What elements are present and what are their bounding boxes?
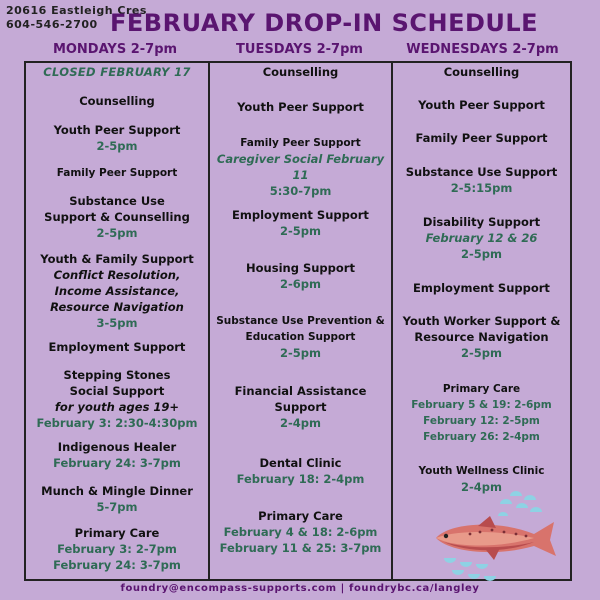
tuesday-substance-use-prevention: Substance Use Prevention & Education Support 2-5pm (216, 315, 385, 360)
salmon-illustration (430, 490, 565, 585)
tuesday-counselling: Counselling (262, 65, 339, 79)
wednesday-counselling: Counselling (443, 65, 520, 79)
monday-youth-peer-support: Youth Peer Support 2-5pm (53, 123, 181, 153)
salmon-icon (430, 490, 565, 585)
footer-contact: foundry@encompass-supports.com | foundrybc.ca/langley (120, 583, 480, 594)
monday-closed-notice: CLOSED FEBRUARY 17 (43, 65, 191, 79)
wednesday-primary-care: Primary Care February 5 & 19: 2-6pm February 12: 2-5pm February 26: 2-4pm (411, 383, 552, 443)
monday-youth-family-support: Youth & Family Support Conflict Resolution, Income Assistance, Resource Navigation 3-5pm (40, 252, 194, 330)
wednesday-youth-peer-support: Youth Peer Support (418, 98, 545, 112)
monday-counselling: Counselling (79, 94, 155, 108)
column-heading-monday: MONDAYS 2-7pm (52, 42, 178, 57)
monday-indigenous-healer: Indigenous Healer February 24: 3-7pm (53, 440, 181, 470)
tuesday-family-peer-support: Family Peer Support Caregiver Social February 11 5:30-7pm (216, 137, 385, 198)
column-heading-tuesday: TUESDAYS 2-7pm (236, 42, 363, 57)
tuesday-employment-support: Employment Support 2-5pm (232, 208, 369, 238)
wednesday-family-peer-support: Family Peer Support (415, 131, 548, 145)
phone-number: 604-546-2700 (6, 18, 98, 31)
wednesday-youth-wellness-clinic: Youth Wellness Clinic 2-4pm (418, 465, 545, 494)
monday-stepping-stones: Stepping Stones Social Support for youth ages 19+ February 3: 2:30-4:30pm (36, 368, 198, 430)
tuesday-financial-assistance: Financial Assistance Support 2-4pm (234, 384, 367, 430)
tuesday-youth-peer-support: Youth Peer Support (237, 100, 364, 114)
tuesday-primary-care: Primary Care February 4 & 18: 2-6pm February 11 & 25: 3-7pm (219, 509, 382, 555)
monday-munch-mingle: Munch & Mingle Dinner 5-7pm (41, 484, 193, 514)
street-address: 20616 Eastleigh Cres (6, 4, 147, 17)
monday-family-peer-support: Family Peer Support (56, 167, 178, 179)
monday-employment-support: Employment Support (48, 340, 186, 354)
monday-primary-care: Primary Care February 3: 2-7pm February 24: 3-7pm (53, 526, 181, 572)
column-heading-wednesday: WEDNESDAYS 2-7pm (406, 42, 559, 57)
monday-column (26, 63, 208, 579)
tuesday-dental-clinic: Dental Clinic February 18: 2-4pm (236, 456, 365, 486)
wednesday-youth-worker-support: Youth Worker Support & Resource Navigation 2-5pm (402, 314, 561, 360)
wednesday-substance-use-support: Substance Use Support 2-5:15pm (405, 165, 558, 195)
wednesday-disability-support: Disability Support February 12 & 26 2-5pm (422, 215, 541, 261)
page-title: FEBRUARY DROP-IN SCHEDULE (110, 9, 539, 37)
tuesday-housing-support: Housing Support 2-6pm (246, 261, 355, 291)
monday-substance-use: Substance Use Support & Counselling 2-5pm (44, 194, 190, 240)
wednesday-employment-support: Employment Support (413, 281, 550, 295)
tuesday-column (208, 63, 391, 579)
